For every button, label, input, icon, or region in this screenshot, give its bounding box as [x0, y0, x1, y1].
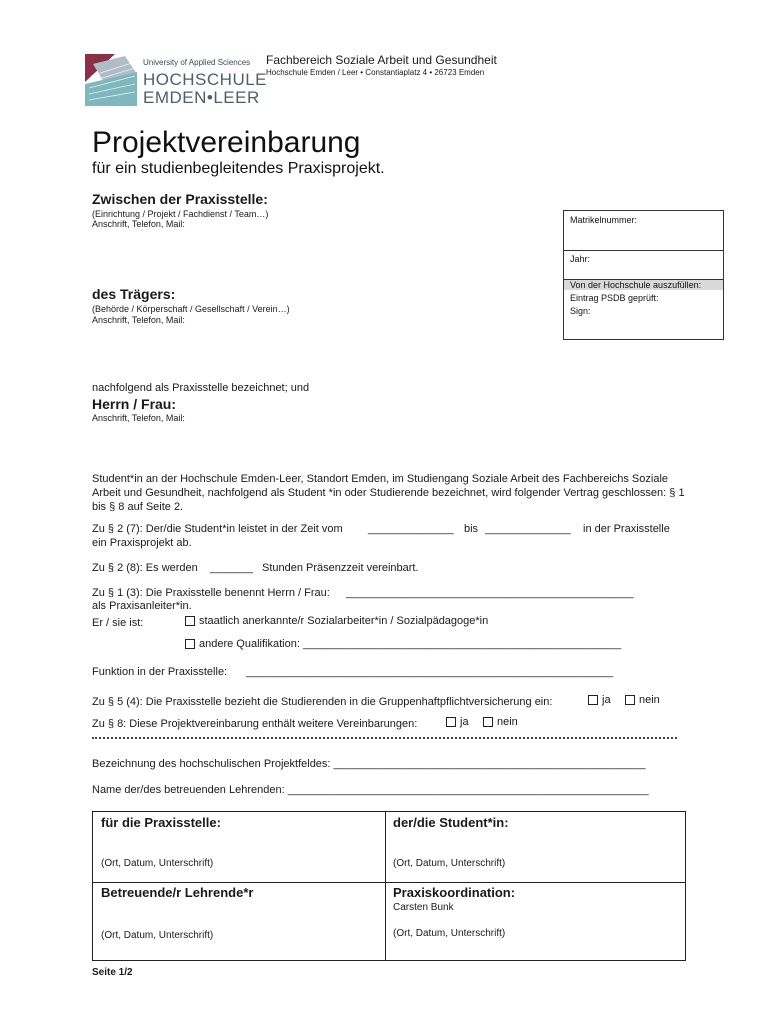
traeger-heading: des Trägers:	[92, 286, 176, 302]
p1-3-text: Zu § 1 (3): Die Praxisstelle benennt Herrn / Frau:	[92, 587, 330, 599]
funktion-label: Funktion in der Praxisstelle:	[92, 666, 228, 678]
sig-koordination-name: Carsten Bunk	[393, 902, 454, 913]
person-heading: Herrn / Frau:	[92, 396, 177, 412]
sig-praxisstelle-caption: (Ort, Datum, Unterschrift)	[101, 858, 214, 869]
p8-ja-option[interactable]	[446, 716, 469, 728]
checkbox-p5-nein[interactable]	[625, 695, 635, 705]
p5-ja-label: ja	[602, 694, 611, 706]
checkbox-p8-nein[interactable]	[483, 717, 493, 727]
jahr-label: Jahr:	[570, 254, 591, 264]
er-sie-label: Er / sie ist:	[92, 617, 144, 629]
praxisstelle-heading: Zwischen der Praxisstelle:	[92, 191, 268, 207]
sig-student-heading: der/die Student*in:	[393, 815, 509, 830]
option-sozialarbeiter[interactable]	[185, 615, 488, 627]
p8-ja-label: ja	[460, 716, 469, 728]
p2-7-suffix: in der Praxisstelle	[583, 523, 670, 535]
praxisstelle-intro: nachfolgend als Praxisstelle bezeichnet; und	[92, 382, 310, 394]
department-address: Hochschule Emden / Leer • Constantiaplatz 4 • 26723 Emden	[266, 68, 485, 77]
page-title: Projektvereinbarung	[92, 126, 361, 159]
signature-table	[92, 811, 686, 961]
sig-praxisstelle-heading: für die Praxisstelle:	[101, 815, 221, 830]
p8-text: Zu § 8: Diese Projektvereinbarung enthält weitere Vereinbarungen:	[92, 718, 418, 730]
lehrende-field[interactable]: Name der/des betreuenden Lehrenden: ___________________________________________________________	[92, 784, 649, 796]
checkbox-p5-ja[interactable]	[588, 695, 598, 705]
funktion-field[interactable]: ____________________________________________________________	[246, 666, 614, 678]
praxisstelle-contact-hint: Anschrift, Telefon, Mail:	[92, 219, 185, 229]
university-admin-box	[563, 210, 724, 340]
admin-note-label: Von der Hochschule auszufüllen:	[570, 280, 702, 290]
page-subtitle: für ein studienbegleitendes Praxisprojekt.	[92, 160, 385, 177]
p2-7-bis: bis	[464, 523, 479, 535]
p5-4-text: Zu § 5 (4): Die Praxisstelle bezieht die Studierenden in die Gruppenhaftpflichtversicherung ein:	[92, 696, 553, 708]
logo-university-text: University of Applied Sciences	[143, 58, 251, 67]
page-number: Seite 1/2	[92, 967, 133, 978]
logo-hochschule-text: HOCHSCHULE	[143, 70, 268, 89]
end-date-field[interactable]: ______________	[485, 523, 571, 535]
psdb-label: Eintrag PSDB geprüft:	[570, 293, 659, 303]
p2-8-suffix: Stunden Präsenzzeit vereinbart.	[262, 562, 419, 574]
p2-8-text: Zu § 2 (8): Es werden	[92, 562, 198, 574]
p5-4-ja-option[interactable]	[588, 694, 611, 706]
person-contact-hint: Anschrift, Telefon, Mail:	[92, 413, 185, 423]
p1-3-line2: als Praxisanleiter*in.	[92, 600, 192, 612]
traeger-hint: (Behörde / Körperschaft / Gesellschaft / Verein…)	[92, 304, 290, 314]
p2-7-text: Zu § 2 (7): Der/die Student*in leistet in der Zeit vom	[92, 523, 343, 535]
dotted-divider	[92, 737, 677, 739]
sig-lehrende-caption: (Ort, Datum, Unterschrift)	[101, 930, 214, 941]
university-logo-mark	[85, 54, 137, 106]
option-andere-label: andere Qualifikation: ____________________________________________________	[199, 638, 622, 650]
p5-nein-label: nein	[639, 694, 660, 706]
praxisstelle-hint: (Einrichtung / Projekt / Fachdienst / Team…)	[92, 209, 269, 219]
checkbox-sozialarbeiter[interactable]	[185, 616, 195, 626]
traeger-contact-hint: Anschrift, Telefon, Mail:	[92, 315, 185, 325]
projektfeld-field[interactable]: Bezeichnung des hochschulischen Projektfeldes: ___________________________________________________	[92, 758, 646, 770]
department-name: Fachbereich Soziale Arbeit und Gesundheit	[266, 53, 497, 67]
option-andere-qualifikation[interactable]	[185, 638, 621, 650]
matrikel-label: Matrikelnummer:	[570, 215, 638, 225]
p2-7-line2: ein Praxisprojekt ab.	[92, 537, 192, 549]
sig-student-caption: (Ort, Datum, Unterschrift)	[393, 858, 506, 869]
option-sozialarbeiter-label: staatlich anerkannte/r Sozialarbeiter*in / Sozialpädagoge*in	[199, 615, 489, 627]
sig-koordination-caption: (Ort, Datum, Unterschrift)	[393, 928, 506, 939]
checkbox-p8-ja[interactable]	[446, 717, 456, 727]
logo-emden-leer-text: EMDEN•LEER	[143, 88, 260, 107]
start-date-field[interactable]: ______________	[368, 523, 454, 535]
p8-nein-option[interactable]	[483, 716, 518, 728]
praxisanleiter-name-field[interactable]: _______________________________________________	[346, 587, 634, 599]
p5-4-nein-option[interactable]	[625, 694, 660, 706]
p8-nein-label: nein	[497, 716, 518, 728]
sig-lehrende-heading: Betreuende/r Lehrende*r	[101, 885, 254, 900]
sig-koordination-heading: Praxiskoordination:	[393, 885, 516, 900]
sign-label: Sign:	[570, 306, 591, 316]
student-paragraph: Student*in an der Hochschule Emden-Leer, Standort Emden, im Studiengang Soziale Arbeit des Fachbereichs Soziale Arbeit und Gesundheit, nachfolgend als Student *in oder Studierende bezeichnet, wird folgender Vertrag geschlossen: § 1 bis § 8 auf Seite 2.	[92, 473, 685, 513]
checkbox-andere-qualifikation[interactable]	[185, 639, 195, 649]
hours-field[interactable]: _______	[210, 562, 253, 574]
